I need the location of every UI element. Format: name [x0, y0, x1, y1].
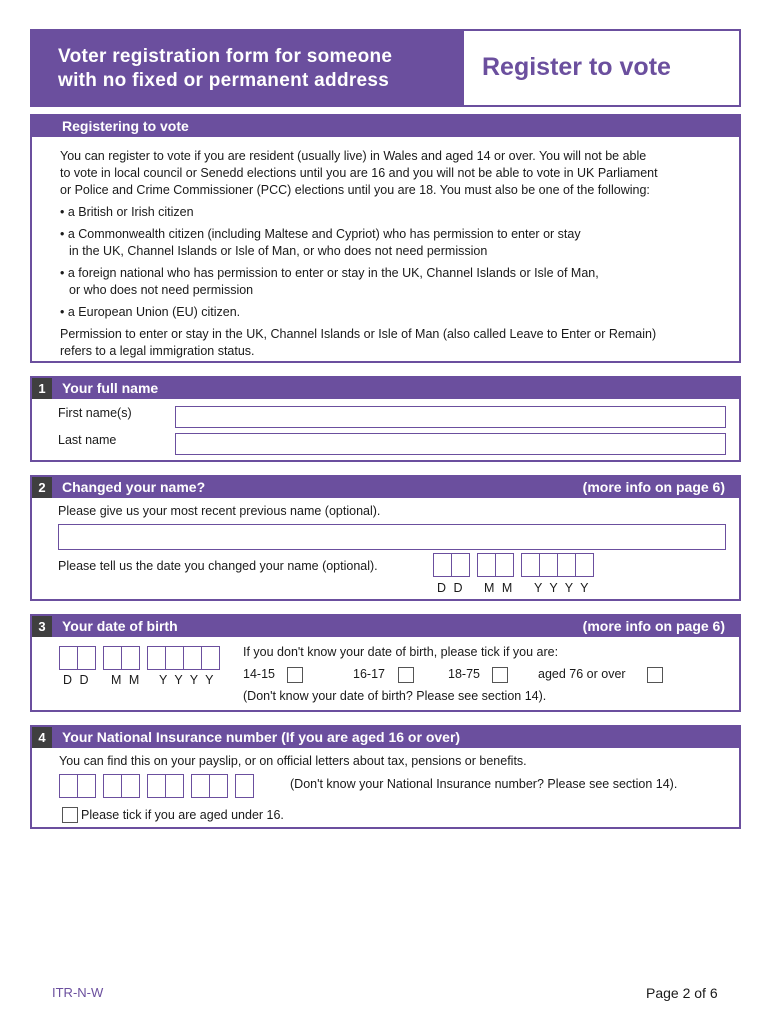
age-76-over-checkbox[interactable]: [647, 667, 663, 683]
date-cell[interactable]: [495, 553, 514, 577]
section-2-heading-bar: [32, 477, 739, 498]
date-cell[interactable]: [147, 646, 166, 670]
permission-text-line: Permission to enter or stay in the UK, Channel Islands or Isle of Man (also called Leave to Enter or Remain): [60, 327, 657, 341]
date-cell[interactable]: [77, 646, 96, 670]
date-cell[interactable]: [557, 553, 576, 577]
ni-cell[interactable]: [191, 774, 210, 798]
form-title-line2: with no fixed or permanent address: [58, 70, 390, 91]
more-info-link: (more info on page 6): [582, 618, 725, 634]
age-16-17-label: 16-17: [353, 667, 385, 681]
age-76-over-label: aged 76 or over: [538, 667, 626, 681]
date-cell[interactable]: [539, 553, 558, 577]
date-cell[interactable]: [451, 553, 470, 577]
ni-cell[interactable]: [235, 774, 254, 798]
section-number: 4: [32, 727, 52, 748]
age-14-15-label: 14-15: [243, 667, 275, 681]
ni-cell[interactable]: [165, 774, 184, 798]
form-title: [32, 31, 464, 105]
last-name-input[interactable]: [175, 433, 726, 455]
eligibility-text-line: or Police and Crime Commissioner (PCC) elections until you are 18. You must also be one of the following:: [60, 183, 650, 197]
last-name-label: Last name: [58, 433, 117, 447]
date-dd-label: D D: [437, 581, 465, 595]
date-of-birth-input[interactable]: [59, 646, 219, 670]
first-name-input[interactable]: [175, 406, 726, 428]
section-heading: Changed your name?: [62, 479, 206, 495]
register-to-vote-title: Register to vote: [482, 53, 671, 81]
section-1-heading-bar: [32, 378, 739, 399]
section-number: 2: [32, 477, 52, 498]
date-cell[interactable]: [165, 646, 184, 670]
section-date-of-birth: [30, 614, 741, 712]
section-3-heading-bar: [32, 616, 739, 637]
registering-heading-bar: [32, 116, 739, 137]
section-number: 1: [32, 378, 52, 399]
section-heading: Your National Insurance number (If you are aged 16 or over): [62, 729, 461, 745]
previous-name-input[interactable]: [58, 524, 726, 550]
bullet-foreign-national-cont: or who does not need permission: [69, 283, 254, 297]
name-change-date-input[interactable]: [433, 553, 593, 577]
date-cell[interactable]: [183, 646, 202, 670]
registering-heading: Registering to vote: [62, 118, 189, 134]
section-number: 3: [32, 616, 52, 637]
ni-cell[interactable]: [209, 774, 228, 798]
bullet-commonwealth: • a Commonwealth citizen (including Maltese and Cypriot) who has permission to enter or stay: [60, 227, 581, 241]
unknown-dob-label: If you don't know your date of birth, please tick if you are:: [243, 645, 559, 659]
date-yyyy-label: Y Y Y Y: [534, 581, 591, 595]
previous-name-label: Please give us your most recent previous name (optional).: [58, 504, 381, 518]
dob-note: (Don't know your date of birth? Please see section 14).: [243, 689, 547, 703]
form-header: [30, 29, 741, 107]
under-16-checkbox[interactable]: [62, 807, 78, 823]
ni-number-input[interactable]: [59, 774, 253, 798]
ni-note: (Don't know your National Insurance number? Please see section 14).: [290, 777, 678, 791]
section-heading: Your date of birth: [62, 618, 178, 634]
date-mm-label: M M: [484, 581, 515, 595]
date-cell[interactable]: [121, 646, 140, 670]
date-cell[interactable]: [201, 646, 220, 670]
section-national-insurance: [30, 725, 741, 829]
under-16-label: Please tick if you are aged under 16.: [81, 808, 284, 822]
ni-cell[interactable]: [77, 774, 96, 798]
ni-cell[interactable]: [103, 774, 122, 798]
date-cell[interactable]: [477, 553, 496, 577]
eligibility-text-line: You can register to vote if you are resident (usually live) in Wales and aged 14 or over. You will not be able: [60, 149, 647, 163]
name-change-date-label: Please tell us the date you changed your name (optional).: [58, 559, 378, 573]
dob-mm-label: M M: [111, 673, 142, 687]
permission-text-line: refers to a legal immigration status.: [60, 344, 255, 358]
bullet-foreign-national: • a foreign national who has permission to enter or stay in the UK, Channel Islands or Isle of Man,: [60, 266, 599, 280]
registering-section: [30, 114, 741, 363]
section-4-heading-bar: [32, 727, 739, 748]
ni-cell[interactable]: [121, 774, 140, 798]
section-heading: Your full name: [62, 380, 159, 396]
ni-cell[interactable]: [147, 774, 166, 798]
more-info-link: (more info on page 6): [582, 479, 725, 495]
eligibility-text-line: to vote in local council or Senedd elections until you are 16 and you will not be able to vote in UK Parliament: [60, 166, 658, 180]
section-full-name: [30, 376, 741, 462]
date-cell[interactable]: [575, 553, 594, 577]
date-cell[interactable]: [433, 553, 452, 577]
age-14-15-checkbox[interactable]: [287, 667, 303, 683]
date-cell[interactable]: [59, 646, 78, 670]
age-18-75-label: 18-75: [448, 667, 480, 681]
dob-yyyy-label: Y Y Y Y: [159, 673, 216, 687]
ni-cell[interactable]: [59, 774, 78, 798]
first-name-label: First name(s): [58, 406, 132, 420]
registering-text: [60, 148, 735, 360]
section-changed-name: [30, 475, 741, 601]
bullet-british-irish: • a British or Irish citizen: [60, 205, 194, 219]
page-number: Page 2 of 6: [646, 985, 718, 1001]
dob-dd-label: D D: [63, 673, 91, 687]
ni-description: You can find this on your payslip, or on official letters about tax, pensions or benefits.: [59, 754, 527, 768]
age-18-75-checkbox[interactable]: [492, 667, 508, 683]
bullet-eu-citizen: • a European Union (EU) citizen.: [60, 305, 241, 319]
age-16-17-checkbox[interactable]: [398, 667, 414, 683]
bullet-commonwealth-cont: in the UK, Channel Islands or Isle of Man, or who does not need permission: [69, 244, 488, 258]
date-cell[interactable]: [521, 553, 540, 577]
form-title-line1: Voter registration form for someone: [58, 46, 393, 67]
form-code: ITR-N-W: [52, 985, 104, 1000]
date-cell[interactable]: [103, 646, 122, 670]
